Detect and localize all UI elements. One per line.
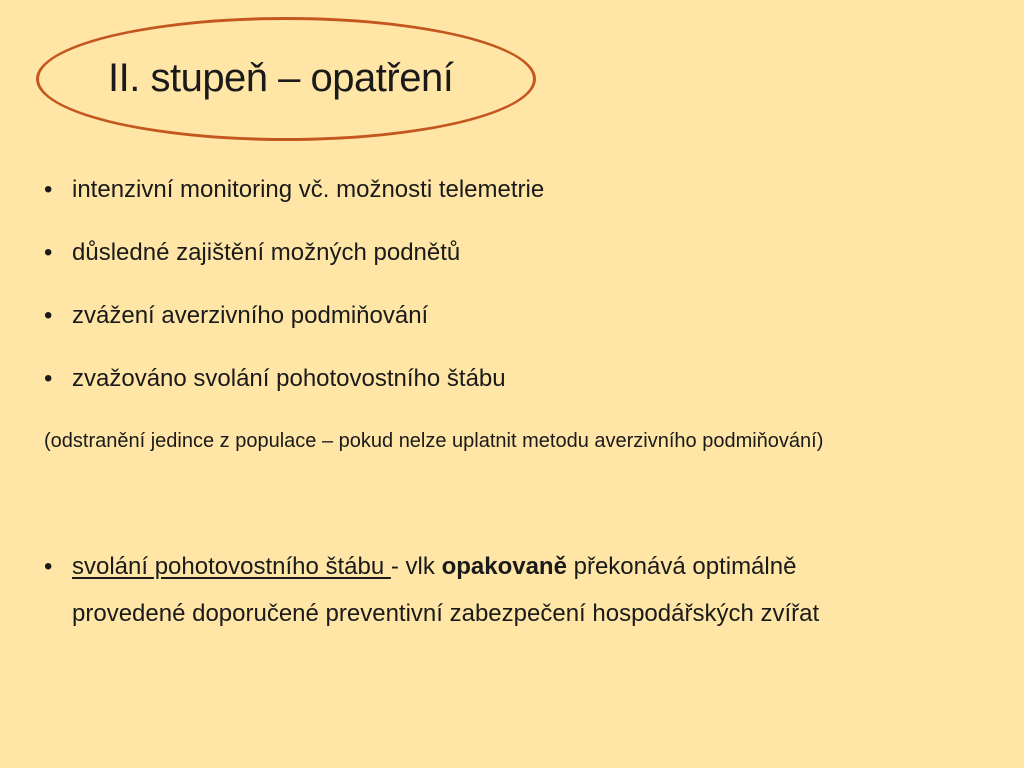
bullet-icon: • <box>44 239 53 266</box>
bullet-item <box>44 231 544 275</box>
final-bullet-line-1 <box>72 545 984 589</box>
final-bullet-line-2: provedené doporučené preventivní zabezpečení hospodářských zvířat <box>72 600 820 627</box>
bullet-text: zvážení averzivního podmiňování <box>72 302 429 329</box>
final-bullet-text-b: překonává optimálně <box>566 553 797 580</box>
bullet-icon: • <box>44 302 53 329</box>
bullet-list <box>44 168 544 420</box>
note-text: (odstranění jedince z populace – pokud nelze uplatnit metodu averzivního podmiňování) <box>44 430 824 452</box>
bullet-text: důsledné zajištění možných podnětů <box>72 239 461 266</box>
bullet-text: zvažováno svolání pohotovostního štábu <box>72 365 506 392</box>
slide-title: II. stupeň – opatření <box>108 56 454 100</box>
final-bullet-item <box>44 545 984 639</box>
final-bullet-text-a: - vlk <box>390 553 442 580</box>
bullet-text: intenzivní monitoring vč. možnosti telemetrie <box>72 176 545 203</box>
bullet-icon: • <box>44 365 53 392</box>
bullet-icon: • <box>44 553 53 580</box>
bullet-icon: • <box>44 176 53 203</box>
bullet-item <box>44 357 544 401</box>
bullet-item <box>44 294 544 338</box>
bullet-item <box>44 168 544 212</box>
underlined-term: svolání pohotovostního štábu <box>72 553 391 580</box>
bold-emphasis: opakovaně <box>441 553 567 580</box>
